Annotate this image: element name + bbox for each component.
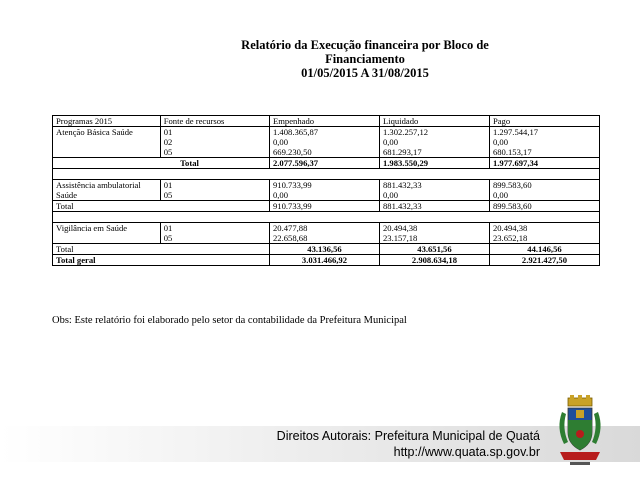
report-period: 01/05/2015 A 31/08/2015 xyxy=(301,66,429,80)
empenhado-cell: 0,00 xyxy=(269,137,379,147)
program-cell-empty xyxy=(53,233,161,244)
observation-note: Obs: Este relatório foi elaborado pelo setor da contabilidade da Prefeitura Municipal xyxy=(52,315,407,326)
report-title xyxy=(200,38,530,80)
grand-total-liquidado: 2.908.634,18 xyxy=(379,255,489,266)
grand-total-row xyxy=(53,255,600,266)
pago-cell: 680.153,17 xyxy=(489,147,599,158)
total-label: Total xyxy=(53,244,270,255)
fonte-cell: 01 xyxy=(160,180,269,191)
pago-cell: 23.652,18 xyxy=(489,233,599,244)
table-header-row xyxy=(53,116,600,127)
table-row xyxy=(53,233,600,244)
total-label: Total xyxy=(53,158,270,169)
empenhado-cell: 1.408.365,87 xyxy=(269,127,379,138)
spacer-row xyxy=(53,212,600,223)
fonte-cell: 01 xyxy=(160,223,269,234)
fonte-cell: 05 xyxy=(160,147,269,158)
total-pago: 1.977.697,34 xyxy=(489,158,599,169)
table-row xyxy=(53,223,600,234)
program-name: Vigilância em Saúde xyxy=(53,223,161,234)
program-cell-empty xyxy=(53,137,161,147)
table-row xyxy=(53,180,600,191)
header-fonte: Fonte de recursos xyxy=(160,116,269,127)
spacer-row xyxy=(53,169,600,180)
fonte-cell: 05 xyxy=(160,233,269,244)
pago-cell: 0,00 xyxy=(489,137,599,147)
header-empenhado: Empenhado xyxy=(269,116,379,127)
pago-cell: 899.583,60 xyxy=(489,180,599,191)
table-row xyxy=(53,127,600,138)
total-empenhado: 43.136,56 xyxy=(269,244,379,255)
program-name-cont: Saúde xyxy=(53,190,161,201)
total-liquidado: 881.432,33 xyxy=(379,201,489,212)
total-empenhado: 2.077.596,37 xyxy=(269,158,379,169)
spacer-cell xyxy=(53,169,600,180)
empenhado-cell: 910.733,99 xyxy=(269,180,379,191)
program-name: Assistência ambulatorial xyxy=(53,180,161,191)
program-name: Atenção Básica Saúde xyxy=(53,127,161,138)
pago-cell: 1.297.544,17 xyxy=(489,127,599,138)
liquidado-cell: 0,00 xyxy=(379,190,489,201)
total-empenhado: 910.733,99 xyxy=(269,201,379,212)
footer xyxy=(277,428,540,460)
liquidado-cell: 20.494,38 xyxy=(379,223,489,234)
copyright-text: Direitos Autorais: Prefeitura Municipal de Quatá xyxy=(276,429,540,443)
municipal-coat-of-arms-icon xyxy=(556,394,604,468)
website-link[interactable]: http://www.quata.sp.gov.br xyxy=(393,445,540,459)
fonte-cell: 02 xyxy=(160,137,269,147)
total-pago: 44.146,56 xyxy=(489,244,599,255)
liquidado-cell: 681.293,17 xyxy=(379,147,489,158)
table-row xyxy=(53,137,600,147)
total-pago: 899.583,60 xyxy=(489,201,599,212)
header-programas: Programas 2015 xyxy=(53,116,161,127)
total-liquidado: 1.983.550,29 xyxy=(379,158,489,169)
liquidado-cell: 881.432,33 xyxy=(379,180,489,191)
fonte-cell: 01 xyxy=(160,127,269,138)
empenhado-cell: 20.477,88 xyxy=(269,223,379,234)
financial-table xyxy=(52,115,600,266)
liquidado-cell: 0,00 xyxy=(379,137,489,147)
total-row xyxy=(53,244,600,255)
header-liquidado: Liquidado xyxy=(379,116,489,127)
empenhado-cell: 0,00 xyxy=(269,190,379,201)
total-row xyxy=(53,158,600,169)
report-title-line2: Financiamento xyxy=(325,52,405,66)
grand-total-label: Total geral xyxy=(53,255,270,266)
table-row xyxy=(53,190,600,201)
liquidado-cell: 1.302.257,12 xyxy=(379,127,489,138)
grand-total-pago: 2.921.427,50 xyxy=(489,255,599,266)
grand-total-empenhado: 3.031.466,92 xyxy=(269,255,379,266)
pago-cell: 20.494,38 xyxy=(489,223,599,234)
program-cell-empty xyxy=(53,147,161,158)
total-row xyxy=(53,201,600,212)
total-label: Total xyxy=(53,201,270,212)
total-liquidado: 43.651,56 xyxy=(379,244,489,255)
spacer-cell xyxy=(53,212,600,223)
empenhado-cell: 22.658,68 xyxy=(269,233,379,244)
table-row xyxy=(53,147,600,158)
fonte-cell: 05 xyxy=(160,190,269,201)
empenhado-cell: 669.230,50 xyxy=(269,147,379,158)
report-title-line1: Relatório da Execução financeira por Bloco de xyxy=(241,38,489,52)
liquidado-cell: 23.157,18 xyxy=(379,233,489,244)
header-pago: Pago xyxy=(489,116,599,127)
pago-cell: 0,00 xyxy=(489,190,599,201)
